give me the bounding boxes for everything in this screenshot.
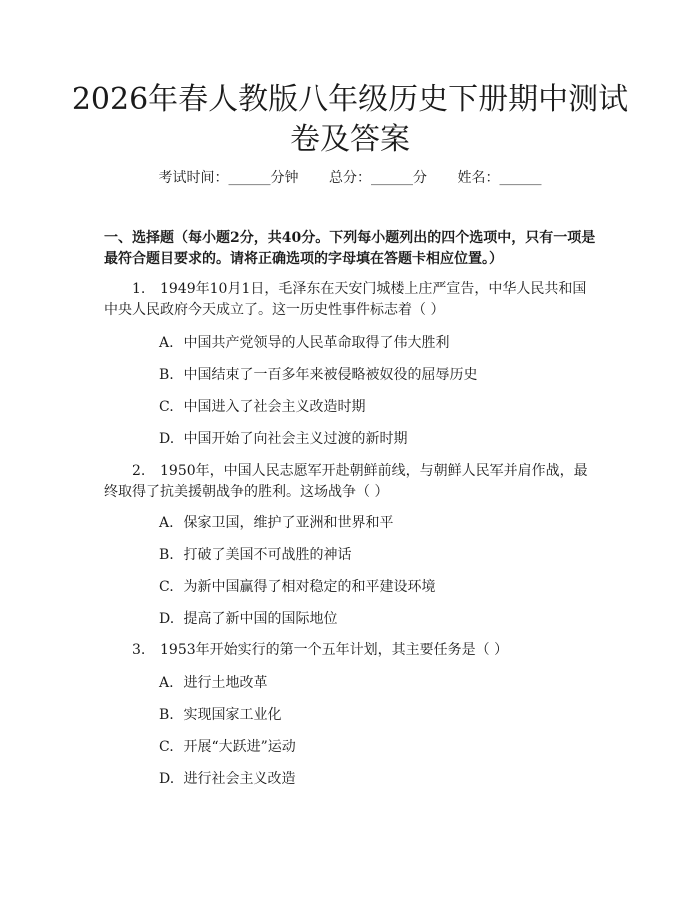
question-number: 1.: [132, 281, 146, 297]
option-letter: A.: [159, 335, 174, 351]
option-text: 打破了美国不可战胜的神话: [183, 547, 352, 563]
option-text: 中国结束了一百多年来被侵略被奴役的屈辱历史: [183, 367, 478, 383]
question-1-option-b: [159, 365, 599, 385]
option-text: 中国共产党领导的人民革命取得了伟大胜利: [183, 335, 450, 351]
question-2-option-b: [159, 545, 599, 565]
student-name-field: 姓名：______: [457, 170, 542, 186]
question-3: [104, 640, 598, 661]
question-3-option-b: [159, 705, 599, 725]
option-letter: C.: [159, 739, 174, 755]
option-text: 中国开始了向社会主义过渡的新时期: [183, 431, 408, 447]
option-text: 保家卫国，维护了亚洲和世界和平: [183, 515, 394, 531]
question-2: [104, 461, 598, 503]
option-text: 进行土地改革: [183, 675, 268, 691]
exam-time-field: 考试时间：______分钟: [158, 170, 299, 186]
exam-meta: [0, 168, 700, 188]
question-3-option-d: [159, 769, 599, 789]
question-1-option-d: [159, 429, 599, 449]
option-text: 进行社会主义改造: [183, 771, 296, 787]
option-text: 实现国家工业化: [183, 707, 282, 723]
question-text: 1949年10月1日，毛泽东在天安门城楼上庄严宣告，中华人民共和国中央人民政府今天成立了。这一历史性事件标志着（ ）: [104, 281, 587, 318]
question-1: [104, 279, 598, 321]
section-heading: 一、选择题（每小题2分，共40分。下列每小题列出的四个选项中，只有一项是最符合题目要求的。请将正确选项的字母填在答题卡相应位置。）: [104, 230, 596, 267]
question-3-option-c: [159, 737, 599, 757]
option-text: 为新中国赢得了相对稳定的和平建设环境: [183, 579, 436, 595]
question-3-option-a: [159, 673, 599, 693]
question-2-option-d: [159, 609, 599, 629]
question-text: 1953年开始实行的第一个五年计划，其主要任务是（ ）: [160, 642, 509, 658]
option-letter: B.: [159, 707, 174, 723]
option-text: 中国进入了社会主义改造时期: [183, 399, 366, 415]
question-1-option-a: [159, 333, 599, 353]
option-letter: C.: [159, 579, 174, 595]
option-letter: D.: [159, 771, 175, 787]
question-number: 2.: [132, 463, 146, 479]
option-letter: D.: [159, 611, 175, 627]
question-text: 1950年，中国人民志愿军开赴朝鲜前线，与朝鲜人民军并肩作战，最终取得了抗美援朝战争的胜利。这场战争（ ）: [104, 463, 588, 500]
option-letter: A.: [159, 675, 174, 691]
option-letter: C.: [159, 399, 174, 415]
option-letter: D.: [159, 431, 175, 447]
option-text: 开展“大跃进”运动: [183, 739, 296, 755]
question-2-option-c: [159, 577, 599, 597]
option-text: 提高了新中国的国际地位: [183, 611, 338, 627]
option-letter: A.: [159, 515, 174, 531]
document-title: 2026年春人教版八年级历史下册期中测试卷及答案: [71, 82, 629, 157]
total-score-field: 总分：______分: [329, 170, 427, 186]
option-letter: B.: [159, 547, 174, 563]
question-number: 3.: [132, 642, 146, 658]
question-1-option-c: [159, 397, 599, 417]
option-letter: B.: [159, 367, 174, 383]
question-2-option-a: [159, 513, 599, 533]
